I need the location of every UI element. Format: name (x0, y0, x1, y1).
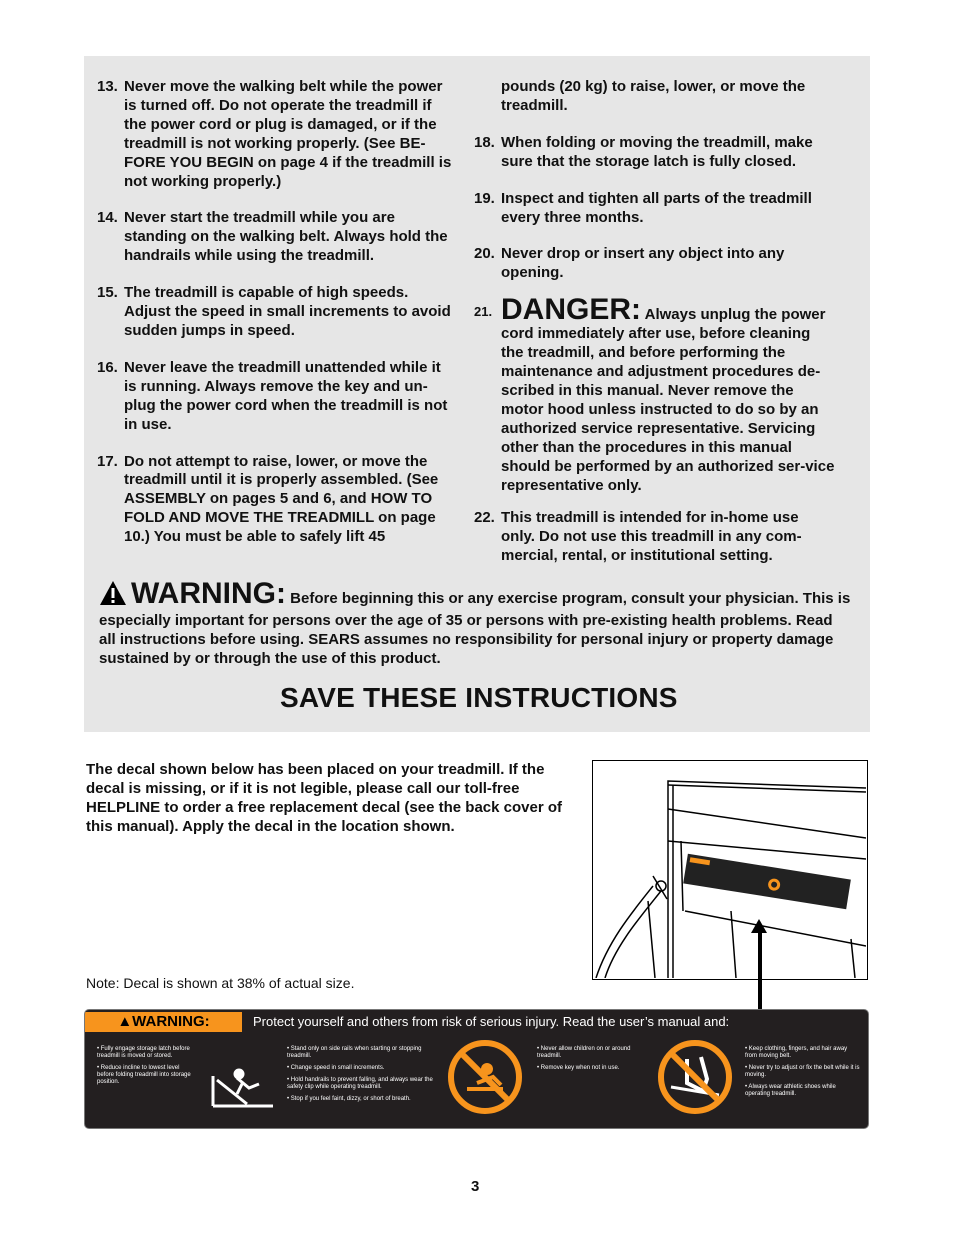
instruction-item-17 (97, 453, 457, 548)
save-instructions-heading: SAVE THESE INSTRUCTIONS (280, 682, 678, 713)
instruction-item-16 (97, 359, 457, 435)
instruction-item-17-continued (474, 78, 836, 116)
item-text: This treadmill is intended for in-home use only. Do not use this treadmill in any com-mercial, rental, or institutional setting. (501, 509, 802, 565)
item-number: 15. (97, 284, 118, 302)
item-text: pounds (20 kg) to raise, lower, or move the treadmill. (501, 78, 806, 114)
decal-warning-tag (85, 1012, 242, 1032)
item-number: 19. (474, 189, 495, 207)
instruction-item-21-danger (474, 295, 836, 495)
item-text: When folding or moving the treadmill, make sure that the storage latch is fully closed. (501, 133, 813, 170)
decal-column-1 (97, 1046, 197, 1091)
right-column (474, 78, 836, 584)
item-text: Never leave the treadmill unattended while it is running. Always remove the key and un-plug the power cord when the treadmill is not in use. (124, 358, 448, 433)
general-warning (99, 577, 851, 668)
item-number: 17. (97, 452, 118, 470)
item-number: 13. (97, 78, 118, 95)
item-number: 16. (97, 358, 118, 376)
decal-item: • Stop if you feel faint, dizzy, or short of breath. (287, 1096, 411, 1102)
item-text: Inspect and tighten all parts of the treadmill every three months. (501, 189, 812, 226)
no-children-icon (447, 1039, 523, 1115)
decal-item: • Fully engage storage latch before treadmill is moved or stored. (97, 1046, 190, 1059)
warning-decal (84, 1009, 869, 1129)
instruction-item-18 (474, 134, 836, 172)
item-number: 14. (97, 209, 118, 227)
danger-label: DANGER: (501, 293, 641, 327)
item-number: 18. (474, 133, 495, 151)
decal-item: • Never allow children on or around treadmill. (537, 1046, 631, 1059)
instruction-item-19 (474, 190, 836, 228)
decal-item: • Hold handrails to prevent falling, and always wear the safety clip while operating treadmill. (287, 1077, 433, 1090)
decal-column-4 (745, 1046, 860, 1103)
decal-warning-label: WARNING: (132, 1013, 210, 1030)
treadmill-decal-location-illustration (592, 760, 868, 980)
page-number: 3 (471, 1178, 480, 1195)
item-text: The treadmill is capable of high speeds. Adjust the speed in small increments to avoid sudden jumps in speed. (124, 284, 451, 339)
decal-column-2 (287, 1046, 437, 1108)
item-number: 22. (474, 509, 495, 527)
decal-item: • Always wear athletic shoes while operating treadmill. (745, 1084, 836, 1097)
instruction-item-15 (97, 284, 457, 341)
decal-headline: Protect yourself and others from risk of serious injury. Read the user’s manual and: (253, 1014, 730, 1029)
instruction-item-14 (97, 209, 457, 266)
instruction-item-22 (474, 509, 836, 566)
decal-location-arrow (758, 928, 762, 1012)
decal-item: • Reduce incline to lowest level before folding treadmill into storage position. (97, 1065, 191, 1085)
item-text: Never move the walking belt while the power is turned off. Do not operate the treadmill if the power cord or plug is damaged, or if the treadmill is not working properly. (See BE-FORE YOU BEGIN on page 4 if the treadmill is not working properly.) (124, 78, 452, 190)
warning-text: Before beginning this or any exercise program, consult your physician. This is especially important for persons over the age of 35 or persons with pre-existing health problems. Read all instructions before using. SEARS assumes no responsibility for personal injury or property damage sustained by or through the use of this product. (99, 590, 851, 667)
decal-item: • Remove key when not in use. (537, 1065, 620, 1071)
decal-item: • Never try to adjust or fix the belt while it is moving. (745, 1065, 860, 1078)
item-text: Always unplug the power cord immediately after use, before cleaning the treadmill, and before performing the maintenance and adjustment procedures de-scribed in this manual. Never remove the motor hood unless instructed to do so by an authorized service representative. Servicing other than the procedures in this manual should be performed by an authorized ser-vice representative only. (501, 306, 835, 494)
decal-item: • Keep clothing, fingers, and hair away from moving belt. (745, 1046, 848, 1059)
warning-label: WARNING: (131, 577, 286, 610)
item-text: Do not attempt to raise, lower, or move the treadmill until it is properly assembled. (See ASSEMBLY on pages 5 and 6, and HOW TO FOLD AND MOVE THE TREADMILL on page 10.) You must be able to safely lift 45 (124, 452, 439, 546)
item-text: Never drop or insert any object into any opening. (501, 245, 785, 282)
warning-triangle-icon (99, 580, 127, 611)
instruction-item-20 (474, 245, 836, 283)
decal-item: • Change speed in small increments. (287, 1065, 385, 1071)
left-column (97, 78, 457, 565)
item-text: Never start the treadmill while you are standing on the walking belt. Always hold the handrails while using the treadmill. (124, 209, 448, 265)
decal-column-3 (537, 1046, 647, 1077)
folding-treadmill-icon (207, 1054, 277, 1110)
item-number: 21. (474, 304, 493, 320)
decal-warning-triangle-icon: ▲ (117, 1013, 133, 1030)
decal-intro-text: The decal shown below has been placed on your treadmill. If the decal is missing, or if it is not legible, please call our toll-free HELPLINE to order a free replacement decal (see the back cover of this manual). Apply the decal in the location shown. (86, 761, 563, 835)
treadmill-drawing-icon (593, 761, 866, 978)
decal-size-note: Note: Decal is shown at 38% of actual size. (86, 975, 355, 991)
decal-item: • Stand only on side rails when starting or stopping treadmill. (287, 1046, 422, 1059)
instruction-item-13 (97, 78, 457, 191)
item-number: 20. (474, 245, 495, 263)
no-hands-near-belt-icon (657, 1039, 733, 1115)
